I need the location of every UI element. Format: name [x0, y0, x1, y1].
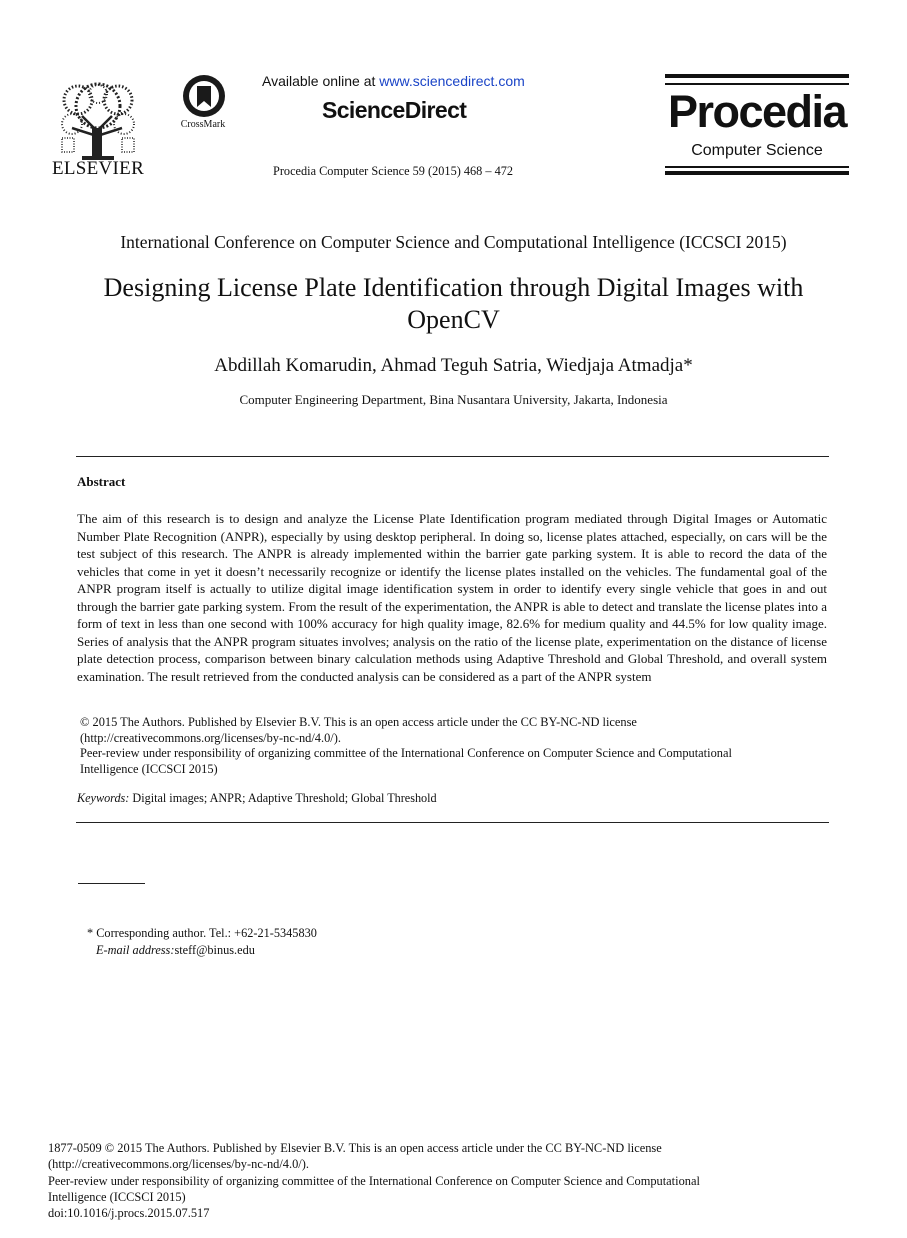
sciencedirect-link[interactable]: www.sciencedirect.com	[379, 73, 525, 89]
footnote-rule	[78, 883, 145, 884]
footer-peer-review-cont: Intelligence (ICCSCI 2015)	[48, 1189, 186, 1204]
conference-name: International Conference on Computer Science and Computational Intelligence (ICCSCI 2015)	[120, 232, 787, 252]
footer-license-link[interactable]: (http://creativecommons.org/licenses/by-nc-nd/4.0/).	[48, 1157, 309, 1172]
email-label: E-mail address:	[96, 943, 175, 957]
footer-issn-line: 1877-0509 © 2015 The Authors. Published by Elsevier B.V. This is an open access article under the CC BY-NC-ND license	[48, 1141, 662, 1155]
license-line: © 2015 The Authors. Published by Elsevier B.V. This is an open access article under the CC BY-NC-ND license	[80, 715, 637, 729]
peer-review-line: Peer-review under responsibility of organizing committee of the International Conference on Computer Science and Computational	[80, 746, 732, 760]
license-notice	[80, 715, 825, 777]
paper-title-line1: Designing License Plate Identification through Digital Images with	[103, 273, 804, 302]
paper-title-line2: OpenCV	[407, 305, 500, 334]
elsevier-wordmark: ELSEVIER	[51, 158, 145, 179]
paper-title	[60, 272, 847, 336]
abstract-heading: Abstract	[77, 474, 126, 489]
affiliation: Computer Engineering Department, Bina Nusantara University, Jakarta, Indonesia	[239, 392, 668, 407]
license-link[interactable]: (http://creativecommons.org/licenses/by-nc-nd/4.0/).	[80, 730, 341, 745]
available-online-line	[262, 73, 525, 89]
abstract-top-rule	[76, 456, 829, 457]
corresponding-author-line: * Corresponding author. Tel.: +62-21-5345830	[87, 926, 317, 940]
keywords	[77, 791, 437, 806]
procedia-logo-title: Procedia	[667, 86, 847, 137]
email-address[interactable]: steff@binus.edu	[174, 943, 255, 957]
procedia-logo-subtitle: Computer Science	[691, 142, 823, 159]
corresponding-author-note	[87, 925, 317, 959]
journal-citation: Procedia Computer Science 59 (2015) 468 – 472	[273, 164, 514, 178]
footer-peer-review: Peer-review under responsibility of organizing committee of the International Conference on Computer Science and Computational	[48, 1173, 700, 1188]
procedia-logo	[665, 74, 849, 176]
sciencedirect-brand: ScienceDirect	[322, 97, 467, 123]
keywords-value: Digital images; ANPR; Adaptive Threshold; Global Threshold	[129, 791, 437, 805]
keywords-label: Keywords:	[77, 791, 130, 805]
abstract-bottom-rule	[76, 822, 829, 823]
crossmark-label: CrossMark	[180, 119, 226, 130]
authors: Abdillah Komarudin, Ahmad Teguh Satria, Wiedjaja Atmadja*	[214, 355, 693, 376]
available-online-prefix: Available online at	[262, 73, 380, 89]
peer-review-line-cont: Intelligence (ICCSCI 2015)	[80, 761, 218, 776]
email-line	[87, 942, 317, 959]
abstract-body: The aim of this research is to design and analyze the License Plate Identification program mediated through Digital Images or Automatic Number Plate Recognition (ANPR), especially by using desktop peripheral. In doing so, license plates attached, especially, on cars will be the test subject of this research. The ANPR is already implemented within the barrier gate parking system. It is able to record the data of the vehicles that come in yet it doesn’t necessarily recognize or identify the license plates installed on the vehicles. The fundamental goal of the ANPR program itself is actually to utilize digital image identification system in order to identify every single vehicle that goes in and out through the barrier gate parking system. From the result of the experimentation, the ANPR is able to detect and translate the license plates into a form of text in less than one second with 100% accuracy for high quality image, 82.6% for medium quality and 44.5% for low quality image. Series of analysis that the ANPR program situates involves; analysis on the ratio of the license plate, experimentation on the distance of license plate detection process, comparison between binary calculation methods using Adaptive Threshold and Global Threshold, and overall system examination. The result retrieved from the conducted analysis can be considered as a part of the ANPR system	[77, 511, 827, 684]
footer-doi[interactable]: doi:10.1016/j.procs.2015.07.517	[48, 1206, 210, 1221]
page-footer	[48, 1140, 768, 1221]
